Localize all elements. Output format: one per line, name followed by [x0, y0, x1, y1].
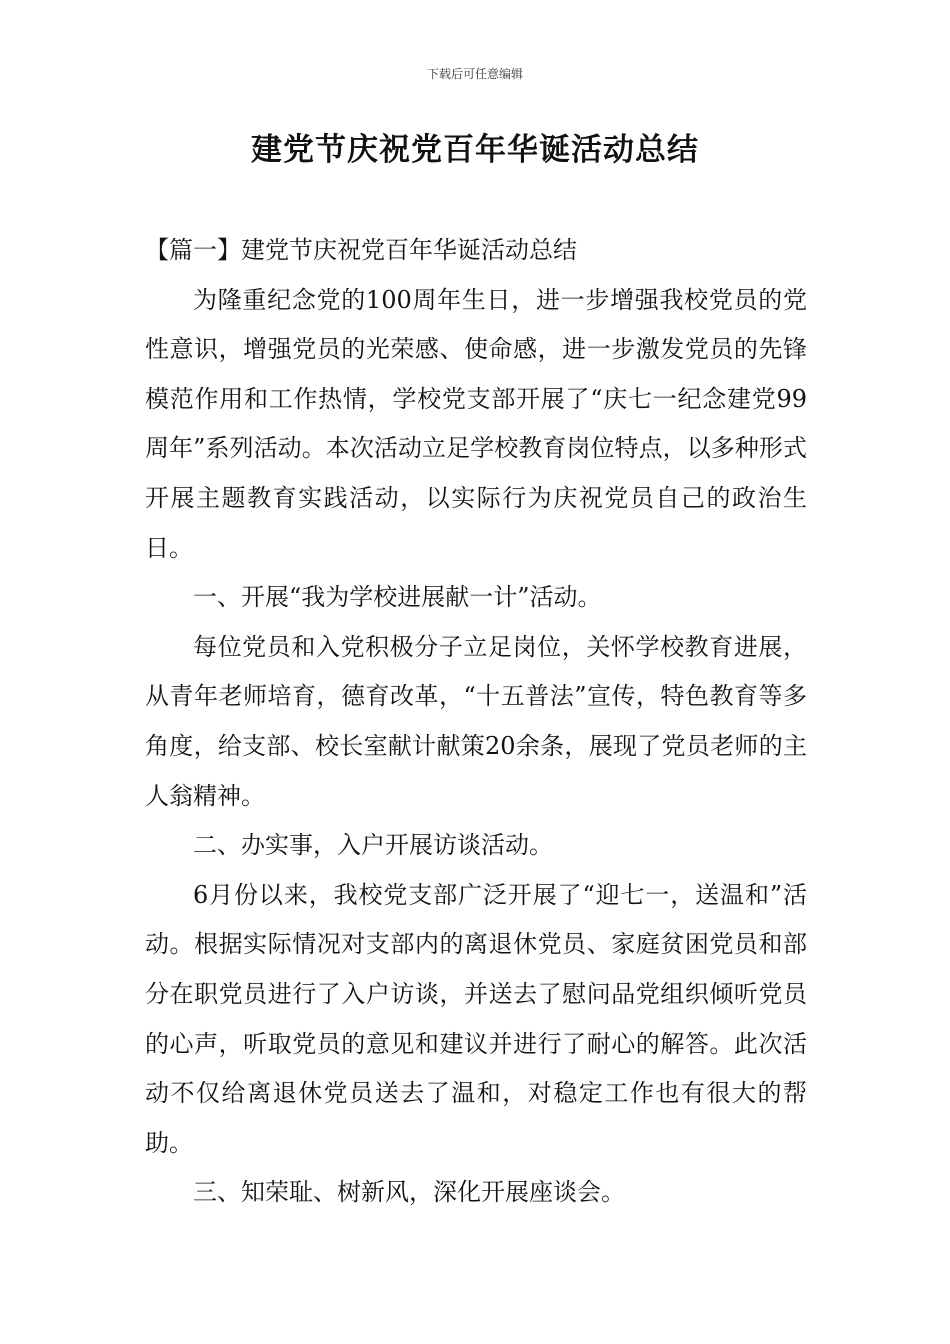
paragraph: 6月份以来，我校党支部广泛开展了“迎七一，送温和”活动。根据实际情况对支部内的离退休党员、家庭贫困党员和部分在职党员进行了入户访谈，并送去了慰问品党组织倾听党员的心声，听取党员的意见和建议并进行了耐心的解答。此次活动不仅给离退休党员送去了温和，对稳定工作也有很大的帮助。	[145, 880, 807, 1157]
paragraph: 为隆重纪念党的100周年生日，进一步增强我校党员的党性意识，增强党员的光荣感、使命感，进一步激发党员的先锋模范作用和工作热情，学校党支部开展了“庆七一纪念建党99周年”系列活动。本次活动立足学校教育岗位特点，以多种形式开展主题教育实践活动，以实际行为庆祝党员自己的政治生日。	[145, 285, 807, 562]
paragraph: 每位党员和入党积极分子立足岗位，关怀学校教育进展，从青年老师培育，德育改革，“十五普法”宣传，特色教育等多角度，给支部、校长室献计献策20余条，展现了党员老师的主人翁精神。	[145, 632, 807, 810]
subsection-heading: 一、开展“我为学校进展献一计”活动。	[193, 583, 602, 612]
document-title: 建党节庆祝党百年华诞活动总结	[251, 132, 699, 168]
subsection-heading: 二、办实事，入户开展访谈活动。	[193, 831, 553, 860]
document-body	[145, 226, 807, 1218]
subsection-heading: 三、知荣耻、树新风，深化开展座谈会。	[193, 1178, 625, 1207]
section-heading: 【篇一】建党节庆祝党百年华诞活动总结	[145, 236, 577, 264]
header-note: 下载后可任意编辑	[426, 67, 523, 81]
